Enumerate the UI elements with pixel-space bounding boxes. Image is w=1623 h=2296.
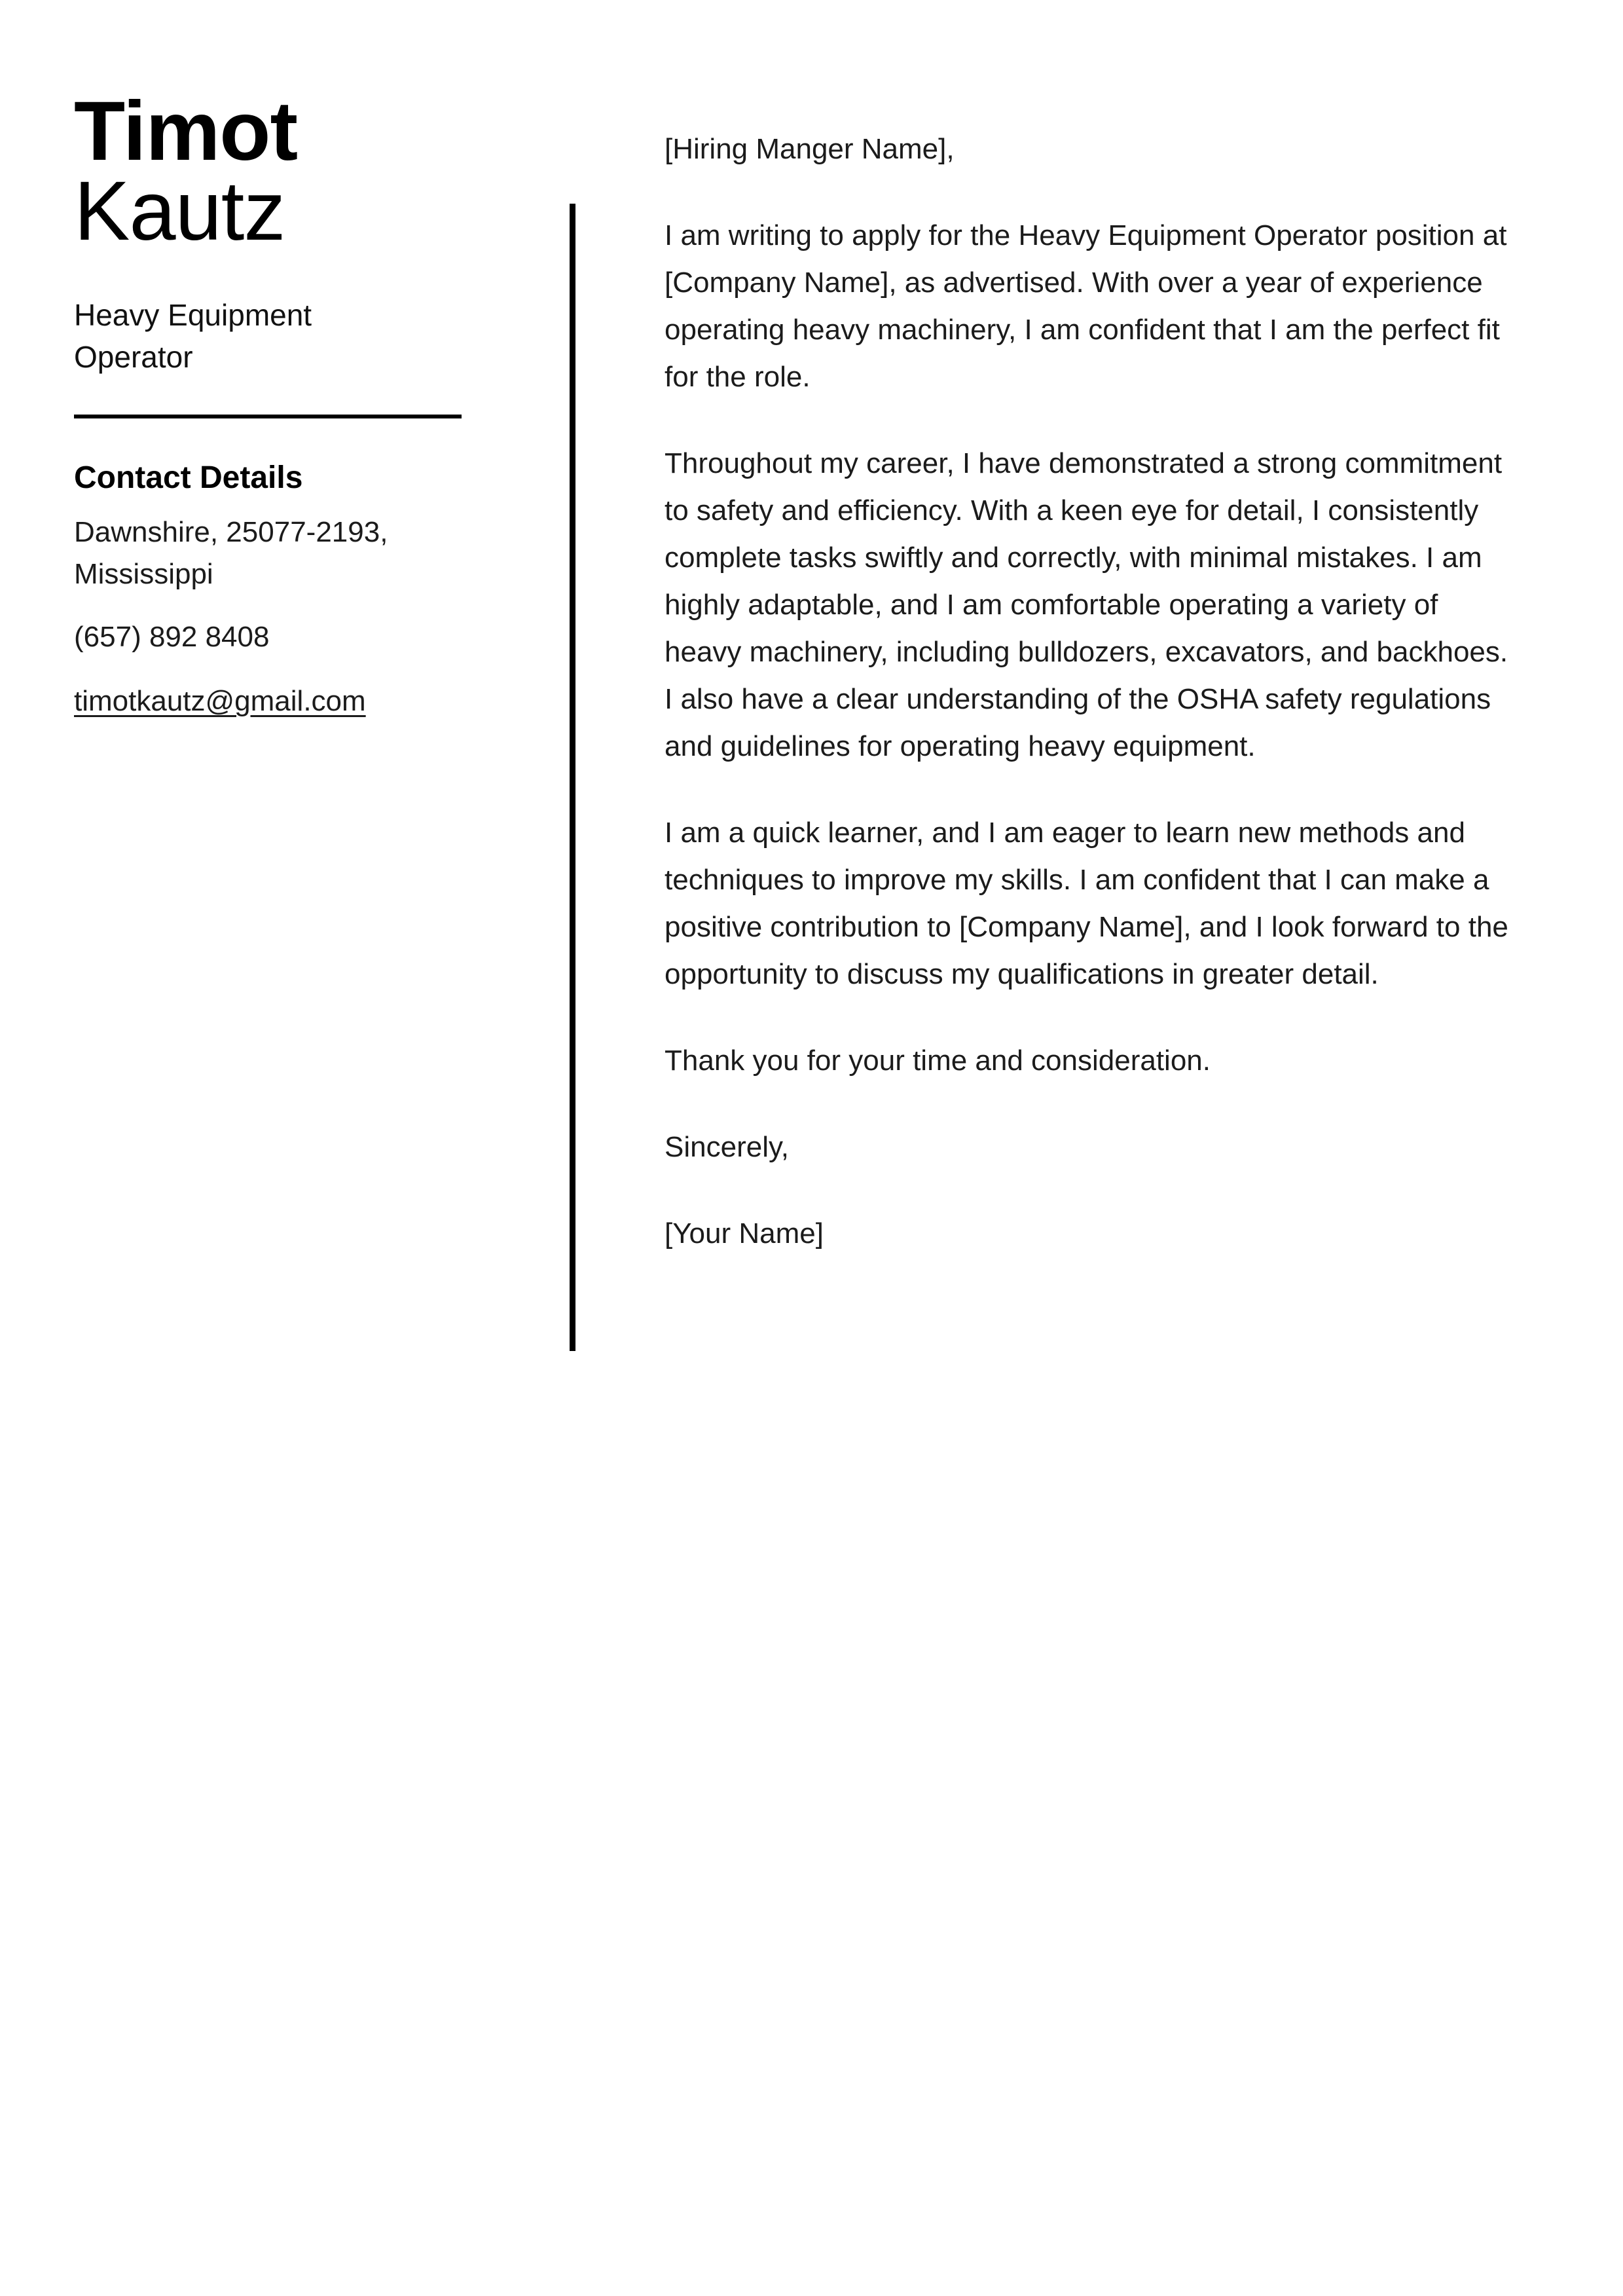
applicant-last-name: Kautz xyxy=(74,164,285,258)
greeting-line: [Hiring Manger Name], xyxy=(665,133,955,165)
phone-number: (657) 892 8408 xyxy=(74,621,270,654)
applicant-name xyxy=(74,84,462,258)
sidebar xyxy=(74,84,462,722)
applicant-first-name: Timot xyxy=(74,84,298,178)
signoff-line: Sincerely, xyxy=(665,1131,789,1163)
address-line: Dawnshire, 25077-2193, Mississippi xyxy=(74,516,388,591)
signature-placeholder: [Your Name] xyxy=(665,1217,824,1250)
letter-paragraph-1: I am writing to apply for the Heavy Equipment Operator position at [Company Name], as advertised. With over a year of experience operating heavy machinery, I am confident that I am the perfect fit for the role. xyxy=(665,219,1507,393)
letter-paragraph-3: I am a quick learner, and I am eager to learn new methods and techniques to improve my skills. I am confident that I can make a positive contribution to [Company Name], and I look forward to the opportunity to discuss my qualifications in greater detail. xyxy=(665,817,1508,990)
email-link[interactable]: timotkautz@gmail.com xyxy=(74,685,366,718)
contact-details-heading: Contact Details xyxy=(74,460,303,496)
thank-you-line: Thank you for your time and consideration. xyxy=(665,1045,1211,1077)
letter-body xyxy=(665,126,1516,1257)
vertical-divider xyxy=(570,204,575,1351)
sidebar-horizontal-rule xyxy=(74,415,462,418)
job-title: Heavy Equipment Operator xyxy=(74,298,312,375)
letter-paragraph-2: Throughout my career, I have demonstrated a strong commitment to safety and efficiency. With a keen eye for detail, I consistently complete tasks swiftly and correctly, with minimal mistakes. I am highly adaptable, and I am comfortable operating a variety of heavy machinery, including bulldozers, excavators, and backhoes. I also have a clear understanding of the OSHA safety regulations and guidelines for operating heavy equipment. xyxy=(665,447,1508,762)
